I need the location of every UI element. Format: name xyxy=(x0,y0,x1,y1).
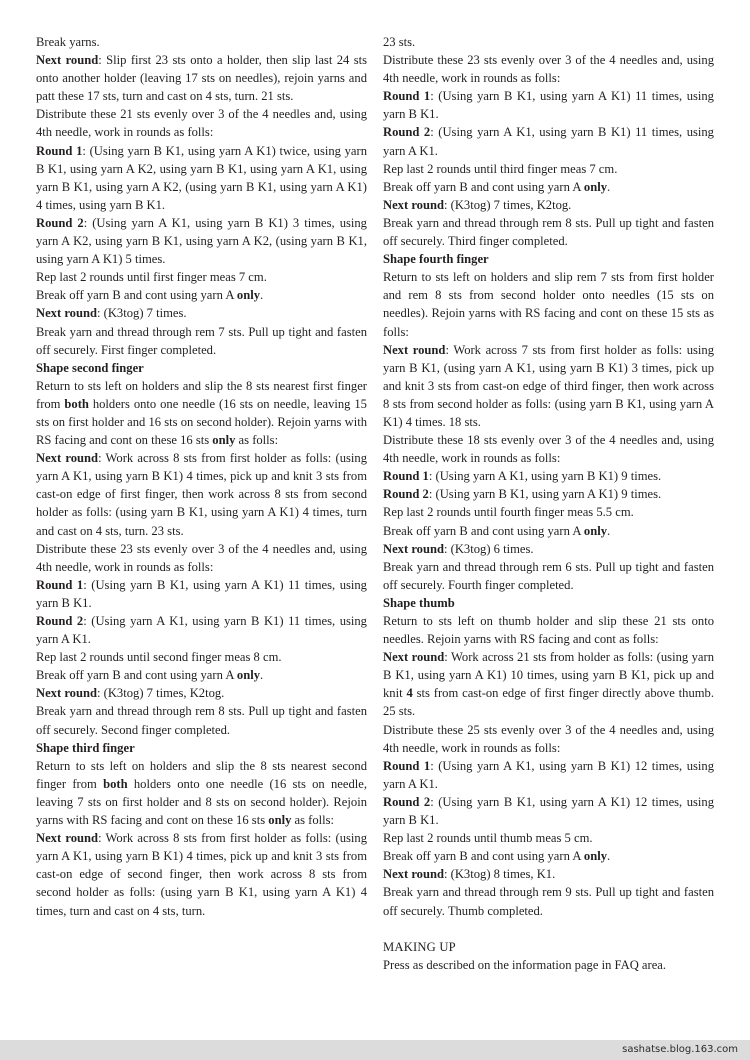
paragraph: Break yarn and thread through rem 9 sts. Pull up tight and fasten off securely. Thumb completed. xyxy=(383,885,714,918)
instruction-text: : (K3tog) 8 times, K1. xyxy=(444,867,556,882)
instruction-label: Round 2 xyxy=(383,487,429,502)
text: . xyxy=(607,523,611,538)
instruction-text: : (Using yarn B K1, using yarn A K1) 9 times. xyxy=(428,487,662,502)
text: . xyxy=(260,668,264,683)
instruction-label: Next round xyxy=(383,650,445,665)
section-heading: Shape second finger xyxy=(36,360,144,375)
instruction-text: : (K3tog) 7 times. xyxy=(97,306,187,321)
instruction-label: Round 1 xyxy=(36,577,84,592)
text: Break off yarn B and cont using yarn A xyxy=(383,849,584,864)
instruction-text: : (Using yarn A K1, using yarn B K1) 3 times, using yarn A K2, using yarn B K1, using yarn A K2, (using yarn B K1, using yarn A K1) 5 times. xyxy=(36,215,367,267)
text: holders onto one needle (16 sts on needle, leaving 7 sts on first holder and 8 sts on second holder). Rejoin yarns with RS facing and cont on these 16 sts xyxy=(36,776,367,828)
emphasis: only xyxy=(583,179,607,194)
instruction-label: Round 2 xyxy=(36,614,84,628)
emphasis: only xyxy=(268,813,292,828)
instruction xyxy=(383,485,714,503)
instruction xyxy=(36,142,367,214)
instruction xyxy=(383,865,714,883)
text: . xyxy=(607,849,611,864)
instruction-text: : (K3tog) 7 times, K2tog. xyxy=(444,197,572,212)
text: Break off yarn B and cont using yarn A xyxy=(36,288,237,303)
instruction xyxy=(36,449,367,539)
paragraph xyxy=(383,178,714,196)
instruction xyxy=(36,829,367,919)
instruction-text: : (Using yarn B K1, using yarn A K1) 11 times, using yarn B K1. xyxy=(36,577,367,610)
instruction xyxy=(36,684,367,702)
text: Return to sts left on holders and slip the 8 sts nearest first finger from xyxy=(36,378,367,411)
paragraph: Distribute these 23 sts evenly over 3 of the 4 needles and, using 4th needle, work in rounds as folls: xyxy=(383,53,714,86)
instruction-text: sts from cast-on edge of first finger directly above thumb. 25 sts. xyxy=(383,686,714,719)
instruction-text: : (Using yarn A K1, using yarn B K1) 12 times, using yarn A K1. xyxy=(383,758,714,791)
footer-bar xyxy=(0,1040,750,1060)
instruction xyxy=(383,757,714,793)
emphasis: only xyxy=(583,523,607,538)
instruction-label: Round 1 xyxy=(383,758,431,773)
instruction-label: Round 2 xyxy=(383,125,431,140)
paragraph: Rep last 2 rounds until third finger meas 7 cm. xyxy=(383,161,618,176)
instruction-text: : Work across 7 sts from first holder as folls: using yarn B K1, (using yarn A K1, using yarn B K1) 3 times, pick up and knit 3 sts from cast-on edge of third finger, then work across 8 sts from second holder as folls: (using yarn B K1, using yarn A K1) 4 times. 18 sts. xyxy=(383,342,714,429)
instruction xyxy=(383,793,714,829)
instruction-label: Next round xyxy=(383,541,444,556)
instruction-text: : (K3tog) 7 times, K2tog. xyxy=(97,686,225,701)
emphasis: both xyxy=(64,396,89,411)
paragraph xyxy=(36,666,367,684)
instruction-label: Next round xyxy=(36,686,97,701)
emphasis: only xyxy=(236,288,260,303)
emphasis: 4 xyxy=(406,686,413,701)
instruction xyxy=(36,304,367,322)
instruction xyxy=(383,87,714,123)
instruction-label: Round 1 xyxy=(383,89,431,104)
instruction-label: Next round xyxy=(383,342,446,357)
paragraph xyxy=(36,377,367,449)
text: Break off yarn B and cont using yarn A xyxy=(383,179,584,194)
text: Break off yarn B and cont using yarn A xyxy=(383,523,584,538)
instruction xyxy=(36,576,367,612)
paragraph: Rep last 2 rounds until second finger meas 8 cm. xyxy=(36,650,282,665)
instruction-text: : Slip first 23 sts onto a holder, then slip last 24 sts onto another holder (leaving 17 sts on needles), rejoin yarns and patt these 17 sts, turn and cast on 4 sts, turn. 21 sts. xyxy=(36,53,367,104)
instruction xyxy=(383,540,714,558)
text: . xyxy=(260,288,264,303)
instruction xyxy=(383,467,714,485)
instruction-label: Next round xyxy=(36,451,99,466)
text: as folls: xyxy=(291,813,335,828)
instruction xyxy=(383,123,714,159)
paragraph: Rep last 2 rounds until thumb meas 5 cm. xyxy=(383,831,593,846)
instruction-text: : Work across 8 sts from first holder as folls: (using yarn A K1, using yarn B K1) 4 times, pick up and knit 3 sts from cast-on edge of second finger, then work across 8 sts from second holder as folls: (using yarn B K1, using yarn A K1) 4 times, turn and cast on 4 sts, turn. xyxy=(36,831,367,918)
making-up-heading: MAKING UP xyxy=(383,939,456,954)
section-heading: Shape thumb xyxy=(383,595,455,610)
emphasis: only xyxy=(236,668,260,683)
instruction-label: Round 1 xyxy=(383,469,429,484)
paragraph: Break yarns. xyxy=(36,35,100,49)
paragraph: Break yarn and thread through rem 6 sts. Pull up tight and fasten off securely. Fourth finger completed. xyxy=(383,559,714,592)
instruction-label: Round 1 xyxy=(36,143,83,158)
paragraph: Return to sts left on holders and slip rem 7 sts from first holder and rem 8 sts from second holder onto needles (15 sts on needles). Rejoin yarns with RS facing and cont on these 15 sts as folls: xyxy=(383,270,714,339)
right-column xyxy=(383,33,714,974)
instruction-text: : (Using yarn A K1, using yarn B K1) 9 times. xyxy=(428,469,662,484)
paragraph: Distribute these 23 sts evenly over 3 of the 4 needles and, using 4th needle, work in rounds as folls: xyxy=(36,541,367,574)
paragraph: Distribute these 25 sts evenly over 3 of the 4 needles and, using 4th needle, work in rounds as folls: xyxy=(383,722,714,755)
instruction-text: : (Using yarn B K1, using yarn A K1) twice, using yarn B K1, using yarn A K2, using yarn B K1, using yarn A K1, using yarn B K1, using yarn A K2, (using yarn B K1, using yarn A K1) 4 times, using yarn B K1. xyxy=(36,143,367,212)
emphasis: only xyxy=(583,849,607,864)
text: Return to sts left on holders and slip the 8 sts nearest second finger from xyxy=(36,758,367,791)
instruction-text: : (Using yarn A K1, using yarn B K1) 11 times, using yarn A K1. xyxy=(36,614,367,647)
instruction xyxy=(36,51,367,105)
section-heading: Shape third finger xyxy=(36,740,135,755)
paragraph xyxy=(383,522,714,540)
paragraph: Rep last 2 rounds until first finger meas 7 cm. xyxy=(36,270,267,285)
instruction xyxy=(383,341,714,431)
instruction-label: Next round xyxy=(36,306,97,321)
instruction-text: : (Using yarn A K1, using yarn B K1) 11 times, using yarn A K1. xyxy=(383,125,714,158)
paragraph xyxy=(383,847,714,865)
paragraph: Rep last 2 rounds until fourth finger meas 5.5 cm. xyxy=(383,505,634,520)
paragraph: Break yarn and thread through rem 8 sts. Pull up tight and fasten off securely. Second finger completed. xyxy=(36,704,367,737)
instruction-label: Next round xyxy=(383,197,444,212)
instruction-text: : (K3tog) 6 times. xyxy=(444,541,534,556)
emphasis: both xyxy=(103,776,128,791)
paragraph: Return to sts left on thumb holder and slip these 21 sts onto needles. Rejoin yarns with RS facing and cont as folls: xyxy=(383,614,714,647)
emphasis: only xyxy=(212,433,236,448)
text: as folls: xyxy=(235,433,279,448)
instruction-text: : Work across 21 sts from holder as folls: (using yarn B K1, using yarn A K1) 10 times, using yarn B K1, pick up and knit xyxy=(383,650,714,701)
paragraph xyxy=(36,757,367,829)
instruction-text: : Work across 8 sts from first holder as folls: (using yarn A K1, using yarn B K1) 4 times, pick up and knit 3 sts from cast-on edge of first finger, then work across 8 sts from second holder as folls: (using yarn B K1, using yarn A K1) 4 times, turn and cast on 4 sts, turn. 23 sts. xyxy=(36,451,367,538)
instruction xyxy=(36,612,367,648)
instruction xyxy=(36,214,367,268)
instruction-label: Next round xyxy=(36,831,99,846)
section-heading: Shape fourth finger xyxy=(383,252,489,267)
instruction-label: Next round xyxy=(383,867,444,882)
watermark: sashatse.blog.163.com xyxy=(622,1044,738,1055)
instruction xyxy=(383,648,714,720)
instruction-label: Round 2 xyxy=(36,215,84,230)
instruction-label: Round 2 xyxy=(383,794,431,809)
text: Break off yarn B and cont using yarn A xyxy=(36,668,237,683)
instruction-label: Next round xyxy=(36,53,99,68)
left-column xyxy=(36,33,367,920)
text: . xyxy=(607,179,611,194)
paragraph: Break yarn and thread through rem 8 sts. Pull up tight and fasten off securely. Third finger completed. xyxy=(383,215,714,249)
paragraph: Break yarn and thread through rem 7 sts. Pull up tight and fasten off securely. First finger completed. xyxy=(36,324,367,357)
paragraph: Distribute these 21 sts evenly over 3 of the 4 needles and, using 4th needle, work in rounds as folls: xyxy=(36,107,367,140)
text: holders onto one needle (16 sts on needle, leaving 15 sts on first holder and 16 sts on second holder). Rejoin yarns with RS facing and cont on these 16 sts xyxy=(36,396,367,448)
paragraph: Distribute these 18 sts evenly over 3 of the 4 needles and, using 4th needle, work in rounds as folls: xyxy=(383,433,714,466)
instruction-text: : (Using yarn B K1, using yarn A K1) 12 times, using yarn B K1. xyxy=(383,794,714,828)
paragraph: Press as described on the information page in FAQ area. xyxy=(383,957,667,972)
instruction-text: : (Using yarn B K1, using yarn A K1) 11 times, using yarn B K1. xyxy=(383,89,714,122)
paragraph xyxy=(36,286,367,304)
paragraph: 23 sts. xyxy=(383,35,416,49)
instruction xyxy=(383,196,714,214)
